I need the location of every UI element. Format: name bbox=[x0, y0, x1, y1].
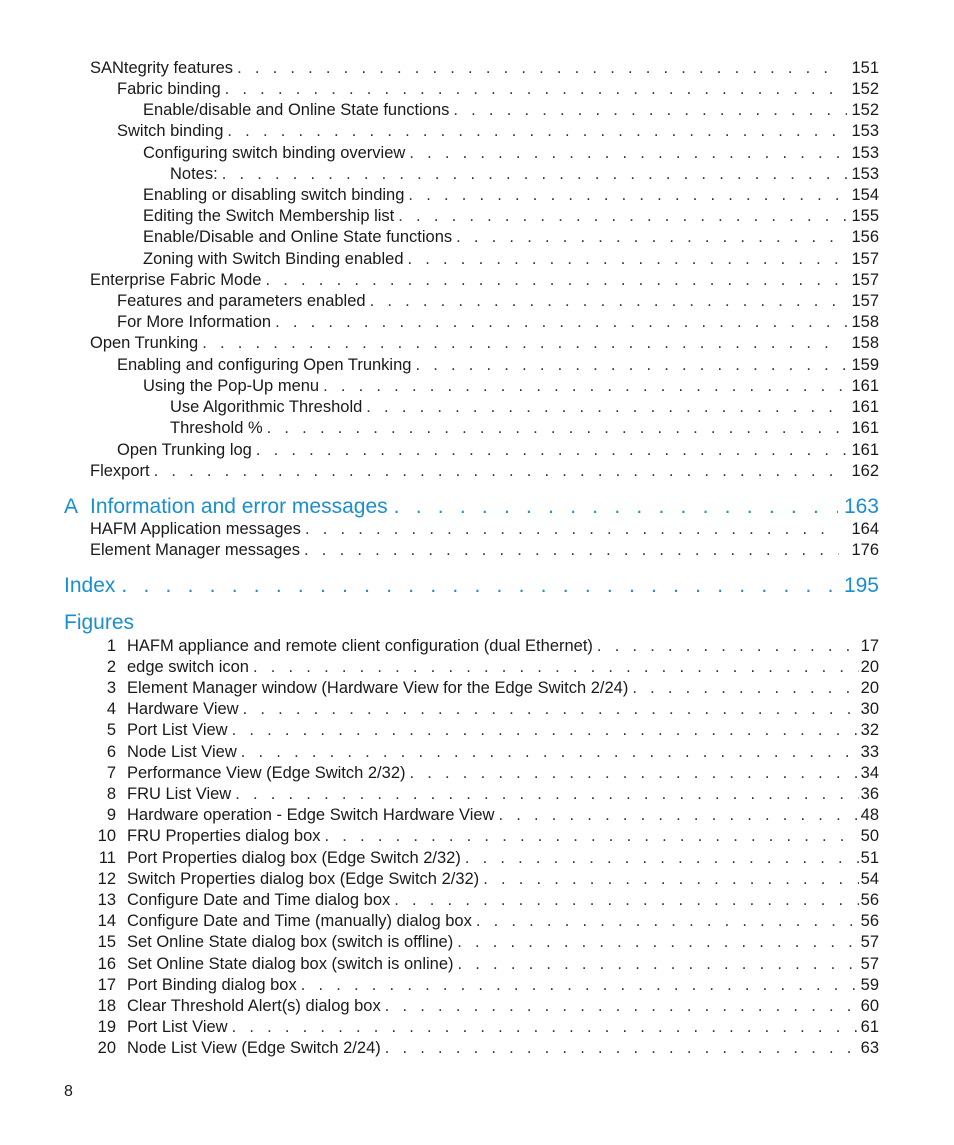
figure-entry[interactable] bbox=[90, 763, 879, 784]
figure-number: 13 bbox=[97, 891, 116, 909]
toc-entry-page: 153 bbox=[851, 144, 879, 162]
figure-number: 8 bbox=[106, 785, 116, 803]
toc-entry-page: 162 bbox=[851, 462, 879, 480]
figure-page: 48 bbox=[860, 806, 879, 824]
dot-leader bbox=[457, 932, 858, 953]
toc-entry-page: 158 bbox=[851, 334, 879, 352]
toc-entry-page: 157 bbox=[851, 292, 879, 310]
dot-leader bbox=[458, 954, 859, 975]
dot-leader bbox=[366, 397, 847, 418]
figure-title: Configure Date and Time dialog box bbox=[127, 891, 391, 909]
dot-leader bbox=[227, 121, 847, 142]
toc-entry-use-algorithmic-threshold[interactable] bbox=[170, 397, 879, 418]
toc-entry-title: Configuring switch binding overview bbox=[143, 144, 406, 162]
toc-entry-flexport[interactable] bbox=[90, 461, 879, 482]
toc-entry-enable-disable-online-state[interactable] bbox=[143, 100, 879, 121]
toc-entry-title: Flexport bbox=[90, 462, 150, 480]
toc-entry-title: Features and parameters enabled bbox=[117, 292, 366, 310]
toc-entry-editing-switch-membership-list[interactable] bbox=[143, 206, 879, 227]
dot-leader bbox=[597, 636, 859, 657]
toc-entry-enable-disable-online-state-functions[interactable] bbox=[143, 227, 879, 248]
dot-leader bbox=[275, 312, 847, 333]
dot-leader bbox=[325, 826, 859, 847]
figure-entry[interactable] bbox=[90, 657, 879, 678]
toc-entry-title: Zoning with Switch Binding enabled bbox=[143, 250, 404, 268]
toc-entry-page: 161 bbox=[851, 377, 879, 395]
dot-leader bbox=[456, 227, 847, 248]
figure-number: 20 bbox=[97, 1039, 116, 1057]
figure-entry[interactable] bbox=[90, 784, 879, 805]
figure-title: FRU Properties dialog box bbox=[127, 827, 321, 845]
figure-page: 30 bbox=[860, 700, 879, 718]
figure-entry[interactable] bbox=[90, 678, 879, 699]
toc-entry-open-trunking[interactable] bbox=[90, 333, 879, 354]
figure-entry[interactable] bbox=[90, 699, 879, 720]
figure-title: FRU List View bbox=[127, 785, 232, 803]
toc-entry-page: 153 bbox=[851, 122, 879, 140]
dot-leader bbox=[232, 1017, 859, 1038]
dot-leader bbox=[476, 911, 859, 932]
toc-entry-title: Enable/Disable and Online State functions bbox=[143, 228, 453, 246]
figure-number: 2 bbox=[106, 658, 116, 676]
dot-leader bbox=[409, 143, 847, 164]
figure-title: Hardware operation - Edge Switch Hardware View bbox=[127, 806, 495, 824]
figure-title: Set Online State dialog box (switch is online) bbox=[127, 955, 454, 973]
toc-entry-title: Using the Pop-Up menu bbox=[143, 377, 320, 395]
toc-entry-hafm-application-messages[interactable] bbox=[90, 519, 879, 540]
dot-leader bbox=[408, 249, 848, 270]
dot-leader bbox=[121, 573, 838, 599]
toc-entry-for-more-information[interactable] bbox=[117, 312, 879, 333]
toc-entry-page: 161 bbox=[851, 398, 879, 416]
figure-page: 36 bbox=[860, 785, 879, 803]
toc-entry-configuring-switch-binding-overview[interactable] bbox=[143, 143, 879, 164]
figure-page: 56 bbox=[860, 891, 879, 909]
dot-leader bbox=[385, 1038, 859, 1059]
dot-leader bbox=[632, 678, 858, 699]
toc-entry-threshold-percent[interactable] bbox=[170, 418, 879, 439]
toc-entry-switch-binding[interactable] bbox=[117, 121, 879, 142]
dot-leader bbox=[266, 270, 840, 291]
figure-number: 9 bbox=[106, 806, 116, 824]
toc-entry-title: Notes: bbox=[170, 165, 218, 183]
figure-number: 10 bbox=[97, 827, 116, 845]
dot-leader bbox=[241, 742, 859, 763]
toc-entry-santegrity-features[interactable] bbox=[90, 58, 879, 79]
toc-entry-page: 157 bbox=[851, 250, 879, 268]
figure-title: Set Online State dialog box (switch is offline) bbox=[127, 933, 454, 951]
index-title: Index bbox=[64, 574, 116, 597]
toc-entry-page: 161 bbox=[851, 441, 879, 459]
dot-leader bbox=[453, 100, 847, 121]
figure-title: HAFM appliance and remote client configuration (dual Ethernet) bbox=[127, 637, 593, 655]
dot-leader bbox=[408, 185, 847, 206]
toc-entry-open-trunking-log[interactable] bbox=[117, 440, 879, 461]
dot-leader bbox=[232, 720, 859, 741]
toc-entry-title: Enabling and configuring Open Trunking bbox=[117, 356, 412, 374]
figure-page: 33 bbox=[860, 743, 879, 761]
figures-heading: Figures bbox=[64, 611, 135, 634]
dot-leader bbox=[154, 461, 839, 482]
toc-entry-page: 151 bbox=[851, 59, 879, 77]
figure-entry[interactable] bbox=[90, 720, 879, 741]
figure-page: 20 bbox=[860, 658, 879, 676]
figure-page: 61 bbox=[860, 1018, 879, 1036]
toc-entry-page: 152 bbox=[851, 80, 879, 98]
dot-leader bbox=[237, 58, 839, 79]
toc-entry-page: 153 bbox=[851, 165, 879, 183]
toc-entry-page: 164 bbox=[851, 520, 879, 538]
appendix-title: Information and error messages bbox=[90, 495, 388, 518]
toc-entry-features-parameters-enabled[interactable] bbox=[117, 291, 879, 312]
toc-entry-title: Open Trunking bbox=[90, 334, 199, 352]
figure-page: 56 bbox=[860, 912, 879, 930]
dot-leader bbox=[394, 494, 838, 520]
index-page: 195 bbox=[843, 574, 879, 597]
figure-number: 18 bbox=[97, 997, 116, 1015]
dot-leader bbox=[267, 418, 848, 439]
figure-title: Node List View bbox=[127, 743, 237, 761]
figure-entry[interactable] bbox=[90, 742, 879, 763]
figure-title: Node List View (Edge Switch 2/24) bbox=[127, 1039, 381, 1057]
figure-page: 57 bbox=[860, 955, 879, 973]
figure-entry[interactable] bbox=[90, 954, 879, 975]
figure-page: 51 bbox=[860, 849, 879, 867]
figure-entry[interactable] bbox=[90, 1038, 879, 1059]
figure-entry[interactable] bbox=[90, 911, 879, 932]
page-number: 8 bbox=[64, 1083, 73, 1100]
figure-title: Clear Threshold Alert(s) dialog box bbox=[127, 997, 381, 1015]
dot-leader bbox=[415, 355, 847, 376]
figure-entry[interactable] bbox=[90, 848, 879, 869]
dot-leader bbox=[253, 657, 859, 678]
figure-number: 19 bbox=[97, 1018, 116, 1036]
dot-leader bbox=[465, 848, 859, 869]
dot-leader bbox=[370, 291, 848, 312]
toc-entry-title: Enterprise Fabric Mode bbox=[90, 271, 262, 289]
dot-leader bbox=[301, 975, 859, 996]
dot-leader bbox=[202, 333, 839, 354]
figure-page: 34 bbox=[860, 764, 879, 782]
toc-entry-page: 156 bbox=[851, 228, 879, 246]
figure-title: edge switch icon bbox=[127, 658, 249, 676]
dot-leader bbox=[222, 164, 848, 185]
toc-entry-title: Threshold % bbox=[170, 419, 263, 437]
toc-entry-element-manager-messages[interactable] bbox=[90, 540, 879, 561]
toc-entry-title: HAFM Application messages bbox=[90, 520, 301, 538]
appendix-page: 163 bbox=[843, 495, 879, 518]
toc-entry-page: 152 bbox=[851, 101, 879, 119]
figure-entry[interactable] bbox=[90, 890, 879, 911]
toc-entry-using-pop-up-menu[interactable] bbox=[143, 376, 879, 397]
dot-leader bbox=[410, 763, 859, 784]
toc-entry-page: 159 bbox=[851, 356, 879, 374]
figure-page: 54 bbox=[860, 870, 879, 888]
dot-leader bbox=[498, 805, 858, 826]
figure-number: 12 bbox=[97, 870, 116, 888]
dot-leader bbox=[304, 540, 839, 561]
figure-page: 59 bbox=[860, 976, 879, 994]
toc-entry-page: 157 bbox=[851, 271, 879, 289]
appendix-label: A bbox=[64, 495, 79, 518]
figure-title: Switch Properties dialog box (Edge Switch 2/32) bbox=[127, 870, 480, 888]
toc-entry-page: 158 bbox=[851, 313, 879, 331]
figure-title: Configure Date and Time (manually) dialog box bbox=[127, 912, 472, 930]
figure-entry[interactable] bbox=[90, 826, 879, 847]
toc-appendix-a[interactable] bbox=[64, 494, 879, 520]
figure-number: 7 bbox=[106, 764, 116, 782]
toc-entry-fabric-binding[interactable] bbox=[117, 79, 879, 100]
figure-title: Port Properties dialog box (Edge Switch 2/32) bbox=[127, 849, 461, 867]
dot-leader bbox=[398, 206, 847, 227]
figure-entry[interactable] bbox=[90, 996, 879, 1017]
figure-page: 60 bbox=[860, 997, 879, 1015]
toc-entry-title: SANtegrity features bbox=[90, 59, 234, 77]
toc-entry-enterprise-fabric-mode[interactable] bbox=[90, 270, 879, 291]
toc-entry-page: 155 bbox=[851, 207, 879, 225]
dot-leader bbox=[323, 376, 847, 397]
figure-page: 32 bbox=[860, 721, 879, 739]
figure-number: 17 bbox=[97, 976, 116, 994]
figure-number: 14 bbox=[97, 912, 116, 930]
figure-entry[interactable] bbox=[90, 1017, 879, 1038]
dot-leader bbox=[243, 699, 859, 720]
dot-leader bbox=[394, 890, 858, 911]
toc-entry-enabling-disabling-switch-binding[interactable] bbox=[143, 185, 879, 206]
toc-index[interactable] bbox=[64, 573, 879, 599]
toc-entry-enabling-configuring-open-trunking[interactable] bbox=[117, 355, 879, 376]
dot-leader bbox=[305, 519, 839, 540]
figure-entry[interactable] bbox=[90, 869, 879, 890]
figure-number: 16 bbox=[97, 955, 116, 973]
figure-page: 20 bbox=[860, 679, 879, 697]
toc-entry-title: For More Information bbox=[117, 313, 272, 331]
figure-number: 6 bbox=[106, 743, 116, 761]
figure-number: 1 bbox=[106, 637, 116, 655]
figure-entry[interactable] bbox=[90, 636, 879, 657]
dot-leader bbox=[483, 869, 858, 890]
figure-entry[interactable] bbox=[90, 975, 879, 996]
figure-title: Port List View bbox=[127, 721, 228, 739]
figure-number: 5 bbox=[106, 721, 116, 739]
figure-page: 63 bbox=[860, 1039, 879, 1057]
figure-number: 15 bbox=[97, 933, 116, 951]
toc-entry-title: Fabric binding bbox=[117, 80, 221, 98]
figure-title: Performance View (Edge Switch 2/32) bbox=[127, 764, 406, 782]
toc-entry-title: Element Manager messages bbox=[90, 541, 301, 559]
toc-entry-page: 154 bbox=[851, 186, 879, 204]
figure-page: 17 bbox=[860, 637, 879, 655]
toc-entry-title: Enable/disable and Online State functions bbox=[143, 101, 450, 119]
toc-entry-title: Editing the Switch Membership list bbox=[143, 207, 395, 225]
toc-entry-title: Open Trunking log bbox=[117, 441, 252, 459]
dot-leader bbox=[256, 440, 848, 461]
toc-entry-title: Switch binding bbox=[117, 122, 224, 140]
figure-number: 3 bbox=[106, 679, 116, 697]
figure-title: Element Manager window (Hardware View for the Edge Switch 2/24) bbox=[127, 679, 629, 697]
dot-leader bbox=[385, 996, 859, 1017]
figure-title: Port List View bbox=[127, 1018, 228, 1036]
toc-entry-page: 161 bbox=[851, 419, 879, 437]
figure-number: 11 bbox=[98, 849, 116, 867]
figure-number: 4 bbox=[106, 700, 116, 718]
toc-entry-zoning-switch-binding[interactable] bbox=[143, 249, 879, 270]
figure-page: 50 bbox=[860, 827, 879, 845]
figure-page: 57 bbox=[860, 933, 879, 951]
figure-entry[interactable] bbox=[90, 932, 879, 953]
figure-title: Port Binding dialog box bbox=[127, 976, 297, 994]
figure-entry[interactable] bbox=[90, 805, 879, 826]
toc-entry-page: 176 bbox=[851, 541, 879, 559]
toc-entry-title: Use Algorithmic Threshold bbox=[170, 398, 363, 416]
dot-leader bbox=[225, 79, 848, 100]
toc-entry-notes[interactable] bbox=[170, 164, 879, 185]
figure-title: Hardware View bbox=[127, 700, 239, 718]
dot-leader bbox=[235, 784, 858, 805]
toc-entry-title: Enabling or disabling switch binding bbox=[143, 186, 405, 204]
